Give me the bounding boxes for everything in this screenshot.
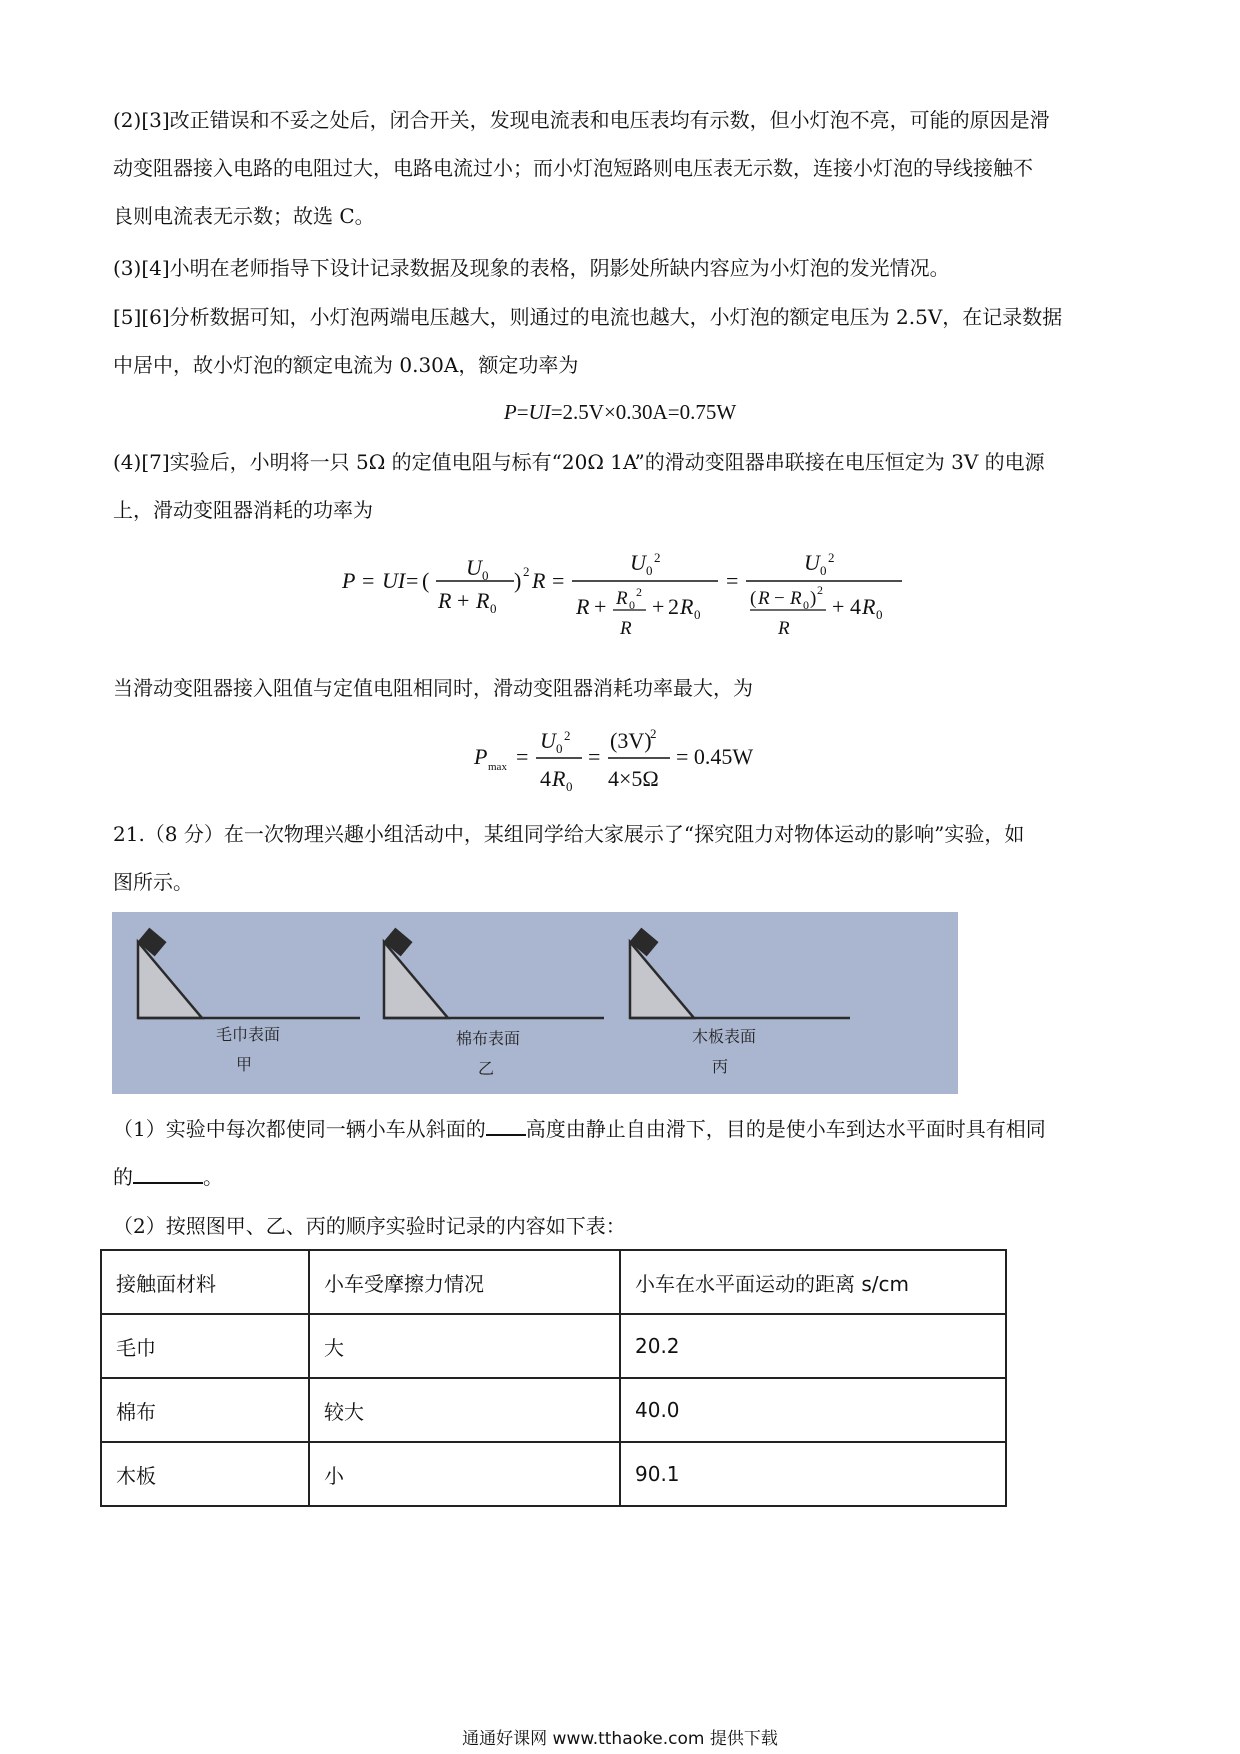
svg-text:0: 0: [803, 598, 809, 612]
svg-text:=: =: [406, 568, 419, 593]
svg-text:2: 2: [523, 564, 530, 579]
table-header-cell: 小车在水平面运动的距离 s/cm: [620, 1250, 1006, 1314]
incline-panel-3: [630, 929, 850, 1018]
figure-tag-bing: 丙: [712, 1057, 729, 1076]
question-21-stem: [113, 810, 1128, 906]
text-line: (4)[7]实验后，小明将一只 5Ω 的定值电阻与标有“20Ω 1A”的滑动变阻器串联接在电压恒定为 3V 的电源: [113, 450, 1045, 474]
svg-text:U: U: [466, 555, 482, 580]
text-line: （2）按照图甲、乙、丙的顺序实验时记录的内容如下表：: [113, 1214, 626, 1238]
svg-text:4: 4: [850, 594, 861, 619]
svg-text:0: 0: [482, 568, 489, 583]
svg-text:0: 0: [566, 779, 573, 794]
table-header-cell: 接触面材料: [101, 1250, 309, 1314]
answer-paragraph-2-3: [113, 96, 1128, 240]
svg-text:+: +: [832, 594, 845, 619]
table-cell: 大: [309, 1314, 620, 1378]
svg-text:0: 0: [490, 601, 497, 616]
text-line: 良则电流表无示数；故选 C。: [113, 204, 375, 228]
svg-text:U: U: [804, 550, 820, 575]
table-header-cell: 小车受摩擦力情况: [309, 1250, 620, 1314]
svg-text:R: R: [680, 594, 694, 619]
svg-text:R: R: [620, 618, 632, 639]
answer-paragraph-4-7: [113, 438, 1128, 534]
rated-power-equation: P=UI=2.5V×0.30A=0.75W: [503, 400, 737, 424]
svg-text:=: =: [516, 744, 529, 769]
text-line: 动变阻器接入电路的电阻过大，电路电流过小；而小灯泡短路则电压表无示数，连接小灯泡的导线接触不: [113, 156, 1033, 180]
text-line: （1）实验中每次都使同一辆小车从斜面的 高度由静止自由滑下，目的是使小车到达水平面时具有相同: [113, 1105, 1128, 1153]
svg-text:2: 2: [636, 585, 642, 599]
svg-text:UI: UI: [382, 568, 406, 593]
svg-text:2: 2: [828, 550, 835, 565]
svg-text:P: P: [474, 744, 488, 769]
svg-text:=: =: [588, 744, 601, 769]
answer-blank-quantity[interactable]: [133, 1160, 203, 1184]
svg-text:0: 0: [820, 563, 827, 578]
svg-text:=: =: [552, 568, 565, 593]
svg-text:0: 0: [629, 598, 635, 612]
friction-data-table: [100, 1249, 1007, 1507]
table-cell: 20.2: [620, 1314, 1006, 1378]
svg-text:R: R: [552, 766, 566, 791]
table-cell: 棉布: [101, 1378, 309, 1442]
svg-text:(3V): (3V): [610, 728, 652, 753]
svg-text:(: (: [750, 588, 757, 609]
svg-text:4: 4: [540, 766, 551, 791]
svg-text:0: 0: [646, 563, 653, 578]
svg-text:): ): [810, 588, 817, 609]
svg-text:R: R: [778, 618, 790, 639]
svg-text:R: R: [576, 594, 590, 619]
answer-paragraph-5-6: [113, 293, 1128, 389]
svg-text:+: +: [594, 594, 607, 619]
figure-tag-jia: 甲: [236, 1055, 253, 1074]
table-cell: 毛巾: [101, 1314, 309, 1378]
svg-text:2: 2: [650, 726, 657, 741]
text-line: 21.（8 分）在一次物理兴趣小组活动中，某组同学给大家展示了“探究阻力对物体运动的影响”实验，如: [113, 822, 1025, 846]
svg-text:2: 2: [817, 583, 823, 597]
svg-text:=: =: [362, 568, 375, 593]
text-line: [5][6]分析数据可知，小灯泡两端电压越大，则通过的电流也越大，小灯泡的额定电压为 2.5V，在记录数据: [113, 305, 1063, 329]
svg-text:R: R: [476, 588, 490, 613]
svg-text:P: P: [342, 568, 356, 593]
page-footer: 通通好课网 www.tthaoke.com 提供下载: [462, 1729, 778, 1749]
svg-text:=: =: [726, 568, 739, 593]
surface-label-cotton: 棉布表面: [456, 1029, 521, 1048]
svg-text:R: R: [616, 588, 628, 609]
answer-blank-height[interactable]: [486, 1112, 526, 1136]
svg-text:2: 2: [668, 594, 679, 619]
svg-text:4×5Ω: 4×5Ω: [608, 766, 659, 791]
table-cell: 木板: [101, 1442, 309, 1506]
text-line: (2)[3]改正错误和不妥之处后，闭合开关，发现电流表和电压表均有示数，但小灯泡不亮，可能的原因是滑: [113, 108, 1050, 132]
text-line: 当滑动变阻器接入阻值与定值电阻相同时，滑动变阻器消耗功率最大，为: [113, 676, 753, 700]
text-line: 的 。: [113, 1153, 1128, 1201]
svg-text:0: 0: [694, 607, 701, 622]
table-cell: 较大: [309, 1378, 620, 1442]
table-cell: 小: [309, 1442, 620, 1506]
surface-label-wood: 木板表面: [692, 1027, 757, 1046]
svg-text:+: +: [457, 588, 470, 613]
max-power-equation: [470, 722, 790, 802]
table-cell: 40.0: [620, 1378, 1006, 1442]
max-power-statement: [113, 664, 1128, 712]
svg-text:R: R: [790, 588, 802, 609]
experiment-figure: [112, 912, 958, 1094]
incline-panel-1: [138, 929, 360, 1018]
svg-text:(: (: [422, 568, 430, 593]
svg-text:0: 0: [876, 607, 883, 622]
svg-text:2: 2: [564, 728, 571, 743]
svg-text:max: max: [488, 761, 507, 773]
svg-text:+: +: [652, 594, 665, 619]
text-line: 上，滑动变阻器消耗的功率为: [113, 498, 373, 522]
svg-text:R: R: [862, 594, 876, 619]
svg-text:U: U: [540, 728, 556, 753]
answer-paragraph-3-4: [113, 244, 1128, 292]
question-21-part-1: [113, 1105, 1128, 1201]
figure-tag-yi: 乙: [478, 1059, 495, 1078]
rheostat-power-equation: [330, 548, 930, 648]
table-row: [101, 1378, 1006, 1442]
table-row: [101, 1314, 1006, 1378]
surface-label-towel: 毛巾表面: [216, 1025, 281, 1044]
max-power-result: = 0.45W: [676, 744, 754, 769]
text-line: 图所示。: [113, 870, 193, 894]
svg-text:R: R: [532, 568, 546, 593]
svg-text:): ): [514, 568, 522, 593]
svg-text:0: 0: [556, 741, 563, 756]
question-21-part-2: [113, 1202, 1128, 1250]
text-line: (3)[4]小明在老师指导下设计记录数据及现象的表格，阴影处所缺内容应为小灯泡的发光情况。: [113, 256, 950, 280]
table-row: [101, 1442, 1006, 1506]
svg-text:R: R: [438, 588, 452, 613]
text-line: 中居中，故小灯泡的额定电流为 0.30A，额定功率为: [113, 353, 579, 377]
svg-text:2: 2: [654, 550, 661, 565]
incline-panel-2: [384, 929, 604, 1018]
svg-text:−: −: [774, 588, 785, 609]
svg-text:U: U: [630, 550, 646, 575]
table-cell: 90.1: [620, 1442, 1006, 1506]
svg-text:R: R: [758, 588, 770, 609]
table-header-row: [101, 1250, 1006, 1314]
